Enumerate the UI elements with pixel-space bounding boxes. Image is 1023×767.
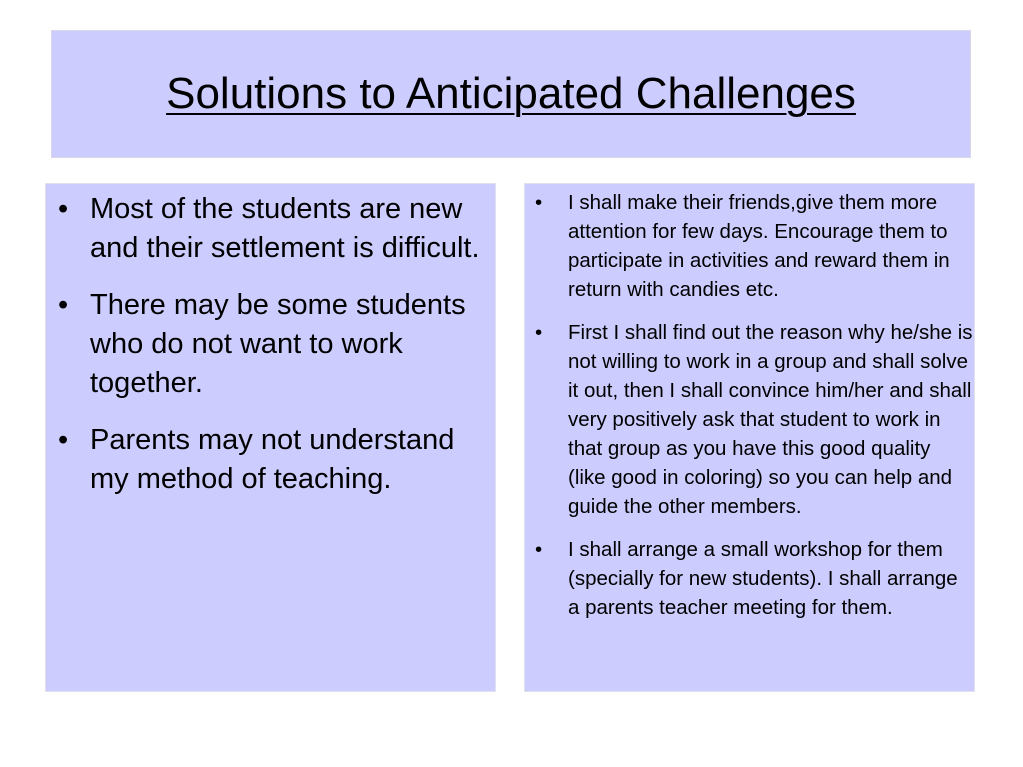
solution-text: I shall arrange a small workshop for them (specially for new students). I shall arrange a parents teacher meeting for them.	[568, 538, 958, 619]
challenge-item	[56, 286, 492, 403]
bullet-icon: •	[58, 424, 69, 456]
bullet-icon: •	[535, 538, 543, 561]
slide-title: Solutions to Anticipated Challenges	[166, 69, 856, 118]
challenge-text: There may be some students who do not want to work together.	[90, 289, 466, 399]
bullet-icon: •	[535, 191, 543, 214]
bullet-icon: •	[58, 289, 69, 321]
challenge-item	[56, 190, 492, 268]
bullet-icon: •	[58, 193, 69, 225]
challenges-list	[56, 190, 492, 517]
challenge-item	[56, 421, 492, 499]
solutions-list	[533, 188, 973, 636]
solution-text: I shall make their friends,give them more attention for few days. Encourage them to participate in activities and reward them in return with candies etc.	[568, 191, 950, 301]
title-box	[51, 30, 971, 158]
bullet-icon: •	[535, 321, 543, 344]
challenge-text: Parents may not understand my method of teaching.	[90, 424, 455, 495]
challenge-text: Most of the students are new and their settlement is difficult.	[90, 193, 480, 264]
solution-item	[533, 318, 973, 521]
solution-text: First I shall find out the reason why he/she is not willing to work in a group and shall solve it out, then I shall convince him/her and shall very positively ask that student to work in that group as you have this good quality (like good in coloring) so you can help and guide the other members.	[568, 321, 973, 518]
solution-item	[533, 535, 973, 622]
solution-item	[533, 188, 973, 304]
